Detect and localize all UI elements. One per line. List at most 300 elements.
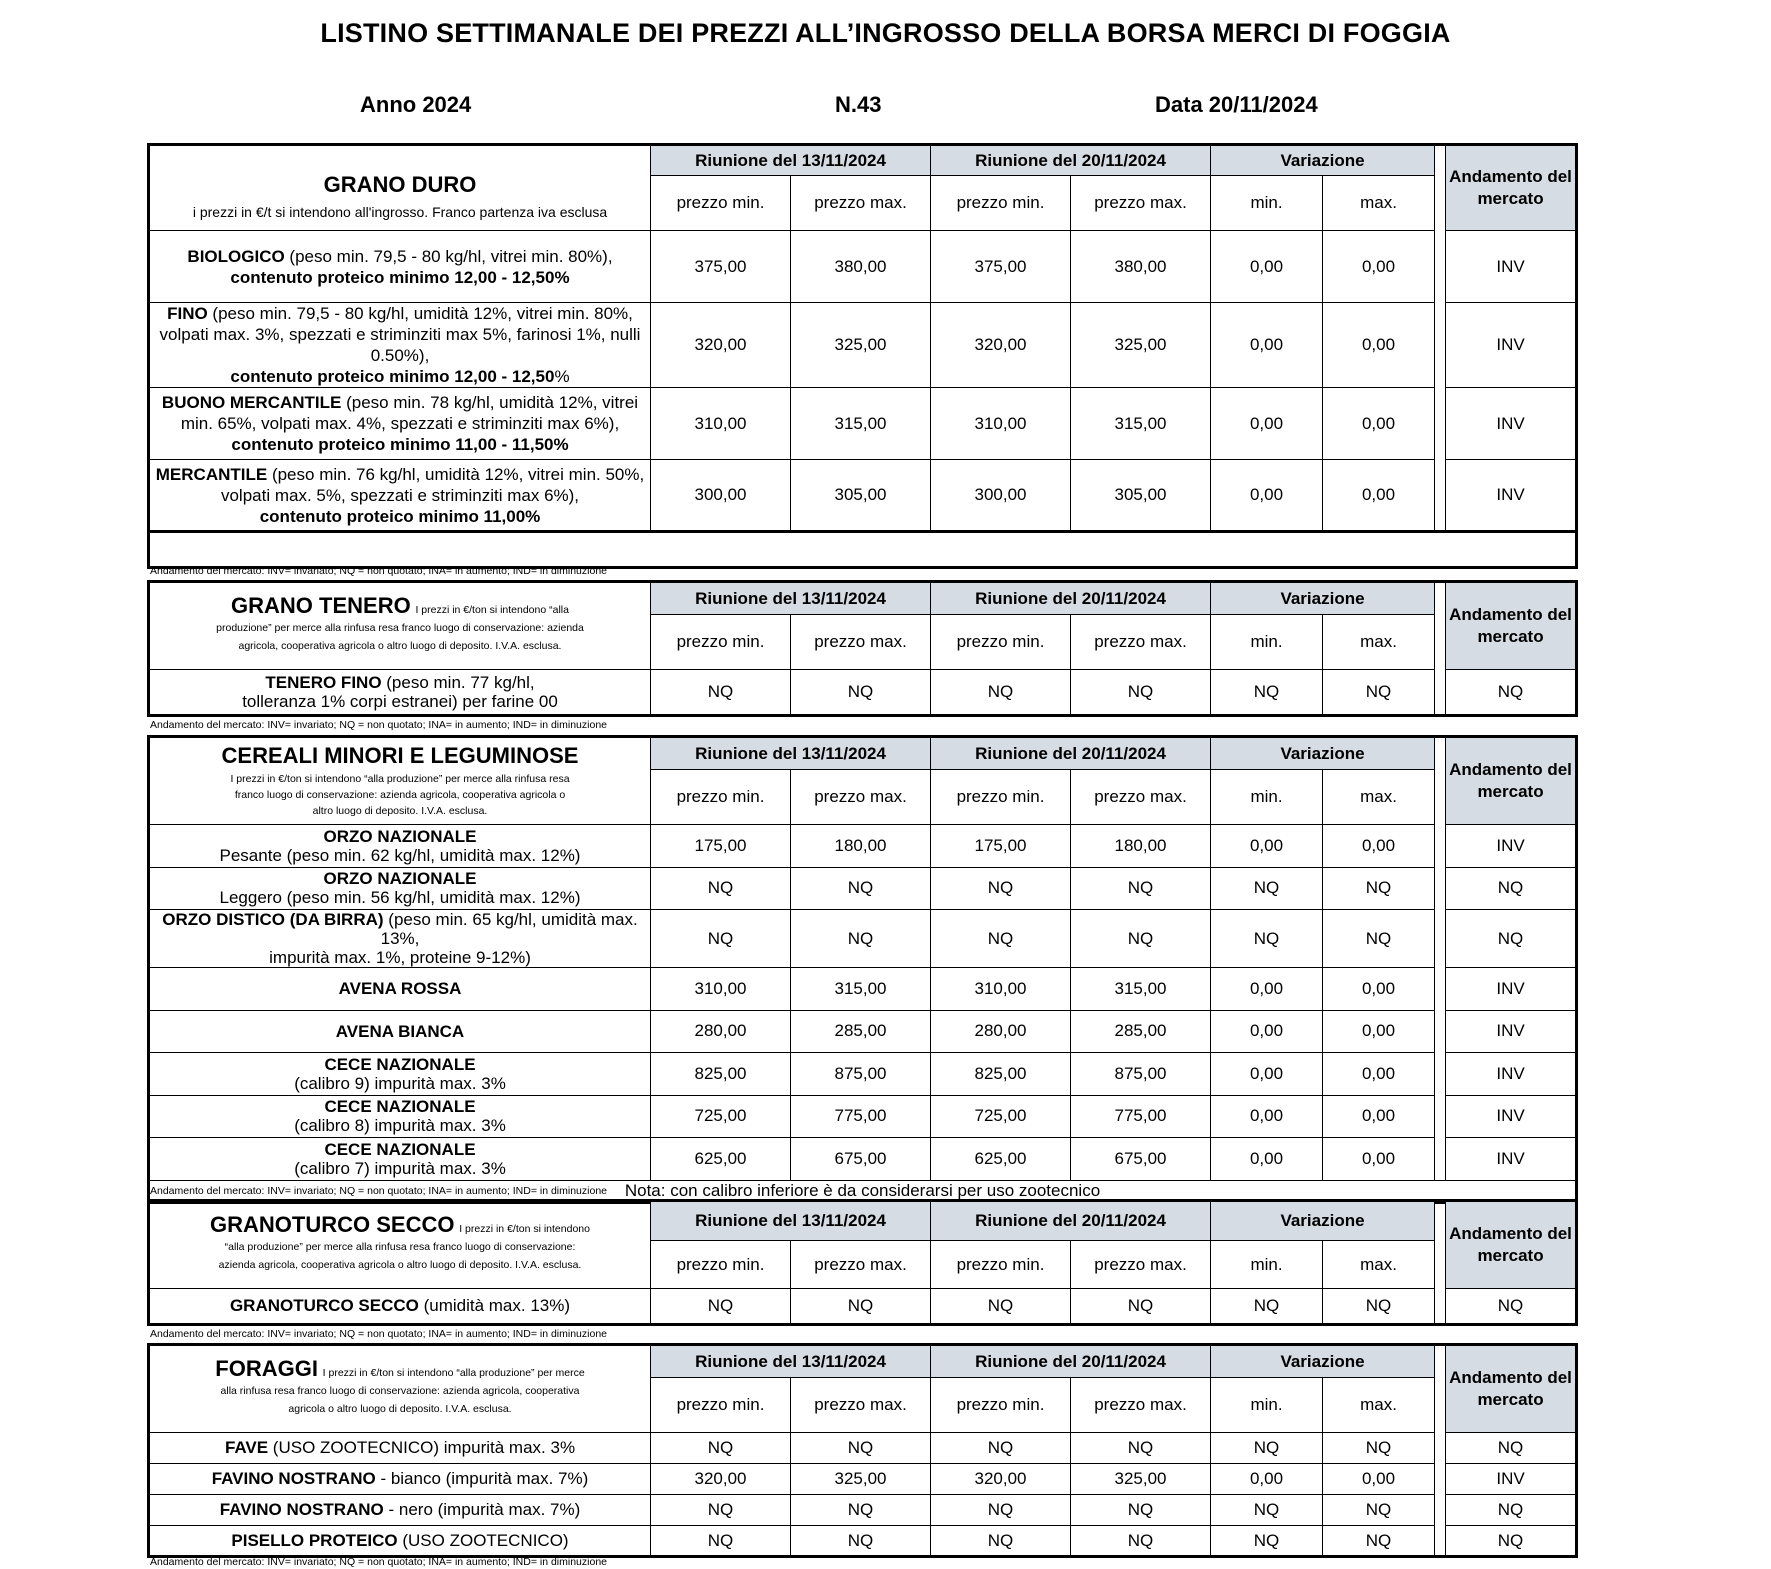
var-min-cell: 0,00 [1211, 1053, 1323, 1096]
gap-cell [1435, 1433, 1446, 1464]
product-cell [149, 670, 651, 716]
product-spec: - bianco (impurità max. 7%) [375, 1469, 589, 1488]
prev-max-cell: NQ [791, 1526, 931, 1557]
curr-min-cell: 320,00 [931, 303, 1071, 388]
prezzo-max-label: prezzo max. [791, 770, 931, 825]
gap-cell [1435, 1345, 1446, 1433]
prezzo-max-label: prezzo max. [1071, 1241, 1211, 1289]
curr-max-cell: NQ [1071, 1433, 1211, 1464]
table-row [149, 968, 1577, 1011]
foraggi-table [147, 1343, 1578, 1558]
prev-max-cell: 380,00 [791, 231, 931, 303]
section-title-cell [149, 582, 651, 670]
andamento-header: Andamento del mercato [1446, 1345, 1577, 1433]
product-name: FAVE [224, 1438, 269, 1457]
var-min-cell: 0,00 [1211, 825, 1323, 868]
var-max-cell: 0,00 [1323, 460, 1435, 532]
prev-min-cell: 625,00 [651, 1138, 791, 1181]
prezzo-max-label: prezzo max. [1071, 176, 1211, 231]
gap-cell [1435, 670, 1446, 716]
curr-max-cell: 875,00 [1071, 1053, 1211, 1096]
andamento-cell: NQ [1446, 1289, 1577, 1325]
product-protein: contenuto proteico minimo 11,00 - 11,50% [231, 435, 569, 454]
product-spec-2: tolleranza 1% corpi estranei) per farine 00 [242, 692, 558, 711]
andamento-cell: INV [1446, 1464, 1577, 1495]
var-max-cell: 0,00 [1323, 1095, 1435, 1138]
product-name: ORZO NAZIONALE [323, 869, 477, 889]
prev-max-cell: 325,00 [791, 1464, 931, 1495]
section-description: I prezzi in €/ton si intendono “alla produzione” per merce alla rinfusa resa franco luogo di conservazione: azienda agricola, cooperativa agricola o altro luogo di deposito. I.V.A. esclusa. [216, 604, 584, 652]
prezzo-min-label: prezzo min. [651, 615, 791, 670]
table-row [149, 1289, 1577, 1325]
product-cell [149, 1289, 651, 1325]
var-min-cell: 0,00 [1211, 1464, 1323, 1495]
prev-max-cell: 305,00 [791, 460, 931, 532]
gap-cell [1435, 737, 1446, 825]
andamento-cell: INV [1446, 1095, 1577, 1138]
table-row [149, 1095, 1577, 1138]
prev-min-cell: 375,00 [651, 231, 791, 303]
product-name: MERCANTILE [155, 464, 268, 484]
cereali-table [147, 735, 1578, 1204]
product-name: GRANOTURCO SECCO [229, 1296, 419, 1315]
product-cell [149, 1526, 651, 1557]
product-spec-2: (calibro 9) impurità max. 3% [294, 1073, 506, 1093]
var-max-cell: 0,00 [1323, 968, 1435, 1011]
curr-max-cell: 315,00 [1071, 388, 1211, 460]
andamento-cell: INV [1446, 303, 1577, 388]
curr-min-cell: NQ [931, 1289, 1071, 1325]
section-name: GRANO TENERO [231, 593, 411, 618]
curr-max-cell: NQ [1071, 1526, 1211, 1557]
product-cell [149, 1495, 651, 1526]
table-row [149, 825, 1577, 868]
table-row [149, 231, 1577, 303]
curr-max-cell: NQ [1071, 1495, 1211, 1526]
product-name: CECE NAZIONALE [324, 1054, 476, 1074]
legend-text: Andamento del mercato: INV= invariato; NQ = non quotato; INA= in aumento; IND= in diminuzione [150, 1185, 608, 1197]
var-min-cell: NQ [1211, 1289, 1323, 1325]
table-row [149, 1010, 1577, 1053]
andamento-cell: INV [1446, 460, 1577, 532]
table-row [149, 1138, 1577, 1181]
product-spec: (umidità max. 13%) [418, 1296, 571, 1315]
page-title: LISTINO SETTIMANALE DEI PREZZI ALL’INGROSSO DELLA BORSA MERCI DI FOGGIA [320, 18, 1451, 48]
curr-min-cell: 280,00 [931, 1010, 1071, 1053]
product-spec-2: % [554, 367, 570, 386]
curr-min-cell: 175,00 [931, 825, 1071, 868]
curr-max-cell: 380,00 [1071, 231, 1211, 303]
product-name: ORZO NAZIONALE [323, 826, 477, 846]
max-label: max. [1323, 770, 1435, 825]
min-label: min. [1211, 1241, 1323, 1289]
riunione-curr-header: Riunione del 20/11/2024 [931, 737, 1211, 770]
curr-max-cell: 305,00 [1071, 460, 1211, 532]
curr-min-cell: 320,00 [931, 1464, 1071, 1495]
gap-cell [1435, 582, 1446, 670]
prev-max-cell: 315,00 [791, 968, 931, 1011]
prezzo-max-label: prezzo max. [1071, 770, 1211, 825]
var-max-cell: NQ [1323, 1433, 1435, 1464]
product-cell [149, 1010, 651, 1053]
prezzo-min-label: prezzo min. [931, 770, 1071, 825]
product-spec-2: impurità max. 1%, proteine 9-12%) [269, 948, 531, 967]
prev-min-cell: NQ [651, 1433, 791, 1464]
prev-min-cell: 825,00 [651, 1053, 791, 1096]
prev-min-cell: 310,00 [651, 968, 791, 1011]
min-label: min. [1211, 176, 1323, 231]
prev-min-cell: 320,00 [651, 303, 791, 388]
andamento-cell: NQ [1446, 670, 1577, 716]
prev-min-cell: NQ [651, 867, 791, 910]
riunione-prev-header: Riunione del 13/11/2024 [651, 582, 931, 615]
var-min-cell: NQ [1211, 1433, 1323, 1464]
max-label: max. [1323, 176, 1435, 231]
note-text: Nota: con calibro inferiore è da considerarsi per uso zootecnico [149, 1180, 1577, 1202]
product-cell [149, 1433, 651, 1464]
section-title-cell [149, 1201, 651, 1289]
product-cell [149, 231, 651, 303]
product-spec: (peso min. 65 kg/hl, umidità max. 13%, [380, 910, 638, 948]
prev-max-cell: 775,00 [791, 1095, 931, 1138]
prev-max-cell: NQ [791, 1495, 931, 1526]
product-cell [149, 1053, 651, 1096]
gap-cell [1435, 145, 1446, 231]
min-label: min. [1211, 615, 1323, 670]
product-cell [149, 388, 651, 460]
table-row [149, 1053, 1577, 1096]
table-row [149, 670, 1577, 716]
legend-text: Andamento del mercato: INV= invariato; NQ = non quotato; INA= in aumento; IND= in diminuzione [150, 1556, 608, 1568]
prezzo-max-label: prezzo max. [791, 1241, 931, 1289]
var-max-cell: 0,00 [1323, 1138, 1435, 1181]
anno-label: Anno 2024 [360, 92, 472, 117]
product-spec: (peso min. 79,5 - 80 kg/hl, vitrei min. 80%), [284, 246, 613, 266]
product-cell [149, 1138, 651, 1181]
gap-cell [1435, 1201, 1446, 1289]
section-name: CEREALI MINORI E LEGUMINOSE [221, 743, 579, 768]
prev-min-cell: 175,00 [651, 825, 791, 868]
product-spec-2: Leggero (peso min. 56 kg/hl, umidità max. 12%) [219, 888, 581, 908]
prev-min-cell: NQ [651, 910, 791, 968]
var-min-cell: 0,00 [1211, 1010, 1323, 1053]
andamento-header: Andamento del mercato [1446, 1201, 1577, 1289]
max-label: max. [1323, 1241, 1435, 1289]
riunione-prev-header: Riunione del 13/11/2024 [651, 1345, 931, 1378]
curr-min-cell: 725,00 [931, 1095, 1071, 1138]
andamento-cell: INV [1446, 1053, 1577, 1096]
var-max-cell: NQ [1323, 1495, 1435, 1526]
andamento-cell: INV [1446, 1138, 1577, 1181]
variazione-header: Variazione [1211, 1201, 1435, 1241]
max-label: max. [1323, 615, 1435, 670]
product-spec-2: (calibro 8) impurità max. 3% [294, 1116, 506, 1136]
product-cell [149, 867, 651, 910]
curr-max-cell: 285,00 [1071, 1010, 1211, 1053]
product-name: CECE NAZIONALE [324, 1139, 476, 1159]
section-title-cell [149, 737, 651, 825]
var-max-cell: 0,00 [1323, 231, 1435, 303]
gap-cell [1435, 867, 1446, 910]
gap-cell [1435, 303, 1446, 388]
product-name: AVENA BIANCA [335, 1021, 465, 1041]
prezzo-min-label: prezzo min. [931, 615, 1071, 670]
product-spec-2: Pesante (peso min. 62 kg/hl, umidità max. 12%) [219, 845, 581, 865]
prezzo-min-label: prezzo min. [651, 176, 791, 231]
curr-max-cell: NQ [1071, 670, 1211, 716]
prezzo-min-label: prezzo min. [931, 1241, 1071, 1289]
product-cell [149, 1095, 651, 1138]
var-max-cell: 0,00 [1323, 1053, 1435, 1096]
var-max-cell: NQ [1323, 910, 1435, 968]
andamento-header: Andamento del mercato [1446, 737, 1577, 825]
min-label: min. [1211, 770, 1323, 825]
prev-max-cell: 180,00 [791, 825, 931, 868]
prev-max-cell: NQ [791, 910, 931, 968]
prezzo-min-label: prezzo min. [651, 770, 791, 825]
legend-text: Andamento del mercato: INV= invariato; NQ = non quotato; INA= in aumento; IND= in diminuzione [150, 719, 608, 731]
gap-cell [1435, 460, 1446, 532]
andamento-cell: INV [1446, 968, 1577, 1011]
var-max-cell: 0,00 [1323, 303, 1435, 388]
product-name: PISELLO PROTEICO [231, 1530, 398, 1550]
prezzo-min-label: prezzo min. [651, 1241, 791, 1289]
table-row [149, 460, 1577, 532]
product-protein: contenuto proteico minimo 11,00% [259, 506, 541, 526]
var-min-cell: NQ [1211, 1495, 1323, 1526]
table-row [149, 1526, 1577, 1557]
variazione-header: Variazione [1211, 582, 1435, 615]
product-spec: (USO ZOOTECNICO) [397, 1530, 569, 1550]
granoturco-table [147, 1199, 1578, 1326]
var-max-cell: NQ [1323, 670, 1435, 716]
var-max-cell: 0,00 [1323, 388, 1435, 460]
gap-cell [1435, 968, 1446, 1011]
product-spec: (peso min. 78 kg/hl, umidità 12%, vitrei min. 65%, volpati max. 4%, spezzati e striminziti max 6%), [180, 393, 639, 433]
section-name: GRANOTURCO SECCO [210, 1212, 455, 1237]
variazione-header: Variazione [1211, 145, 1435, 176]
product-name: AVENA ROSSA [338, 979, 462, 999]
riunione-curr-header: Riunione del 20/11/2024 [931, 582, 1211, 615]
andamento-cell: INV [1446, 825, 1577, 868]
product-name: BIOLOGICO [187, 246, 285, 266]
var-min-cell: 0,00 [1211, 1138, 1323, 1181]
var-max-cell: NQ [1323, 867, 1435, 910]
gap-cell [1435, 1464, 1446, 1495]
riunione-prev-header: Riunione del 13/11/2024 [651, 145, 931, 176]
table-row [149, 867, 1577, 910]
prezzo-min-label: prezzo min. [931, 176, 1071, 231]
andamento-cell: NQ [1446, 1526, 1577, 1557]
gap-cell [1435, 1053, 1446, 1096]
product-spec: (peso min. 77 kg/hl, [381, 673, 535, 692]
prev-min-cell: 320,00 [651, 1464, 791, 1495]
curr-min-cell: NQ [931, 910, 1071, 968]
gap-cell [1435, 1289, 1446, 1325]
legend-text: Andamento del mercato: INV= invariato; NQ = non quotato; INA= in aumento; IND= in diminuzione [150, 565, 608, 577]
riunione-curr-header: Riunione del 20/11/2024 [931, 1201, 1211, 1241]
product-spec-2: (calibro 7) impurità max. 3% [294, 1158, 506, 1178]
prezzo-max-label: prezzo max. [1071, 615, 1211, 670]
curr-max-cell: NQ [1071, 867, 1211, 910]
var-max-cell: 0,00 [1323, 1010, 1435, 1053]
data-label: Data 20/11/2024 [1155, 92, 1318, 117]
var-min-cell: NQ [1211, 1526, 1323, 1557]
andamento-cell: NQ [1446, 1495, 1577, 1526]
prezzo-min-label: prezzo min. [931, 1378, 1071, 1433]
prev-min-cell: NQ [651, 670, 791, 716]
section-description: I prezzi in €/ton si intendono “alla produzione” per merce alla rinfusa resa franco luogo di conservazione: azienda agricola, cooperativa agricola o altro luogo di deposito. I.V.A. esclusa. [220, 1367, 585, 1415]
grano-tenero-table [147, 580, 1578, 717]
prezzo-max-label: prezzo max. [791, 615, 931, 670]
var-min-cell: 0,00 [1211, 1095, 1323, 1138]
product-name: ORZO DISTICO (DA BIRRA) [162, 910, 384, 929]
curr-min-cell: 300,00 [931, 460, 1071, 532]
prezzo-max-label: prezzo max. [1071, 1378, 1211, 1433]
prev-max-cell: NQ [791, 867, 931, 910]
gap-cell [1435, 1095, 1446, 1138]
riunione-prev-header: Riunione del 13/11/2024 [651, 737, 931, 770]
curr-max-cell: 775,00 [1071, 1095, 1211, 1138]
product-name: CECE NAZIONALE [324, 1097, 476, 1117]
curr-min-cell: NQ [931, 670, 1071, 716]
table-row [149, 1464, 1577, 1495]
prev-min-cell: NQ [651, 1289, 791, 1325]
gap-cell [1435, 1138, 1446, 1181]
riunione-curr-header: Riunione del 20/11/2024 [931, 145, 1211, 176]
table-row [149, 1495, 1577, 1526]
gap-cell [1435, 825, 1446, 868]
andamento-cell: NQ [1446, 910, 1577, 968]
product-cell [149, 968, 651, 1011]
legend-text: Andamento del mercato: INV= invariato; NQ = non quotato; INA= in aumento; IND= in diminuzione [150, 1328, 608, 1340]
prev-min-cell: 725,00 [651, 1095, 791, 1138]
section-name: FORAGGI [215, 1356, 318, 1381]
prev-max-cell: 325,00 [791, 303, 931, 388]
section-description: I prezzi in €/ton si intendono “alla produzione” per merce alla rinfusa resa franco luogo di conservazione: azienda agricola, cooperativa agricola o altro luogo di deposito. I.V.A. esclusa. [218, 1223, 590, 1271]
product-protein: contenuto proteico minimo 12,00 - 12,50% [230, 267, 570, 287]
curr-max-cell: 675,00 [1071, 1138, 1211, 1181]
product-name: FINO [167, 304, 208, 323]
product-name: TENERO FINO [265, 673, 382, 692]
product-cell [149, 825, 651, 868]
product-cell [149, 1464, 651, 1495]
prev-min-cell: 280,00 [651, 1010, 791, 1053]
andamento-cell: INV [1446, 388, 1577, 460]
gap-cell [1435, 231, 1446, 303]
andamento-cell: NQ [1446, 1433, 1577, 1464]
prev-max-cell: 675,00 [791, 1138, 931, 1181]
section-title-cell [149, 145, 651, 231]
product-spec: (peso min. 79,5 - 80 kg/hl, umidità 12%, vitrei min. 80%, volpati max. 3%, spezzati e striminziti max 5%, farinosi 1%, nulli 0.50%), [159, 304, 641, 365]
gap-cell [1435, 1526, 1446, 1557]
gap-cell [1435, 910, 1446, 968]
section-title-cell [149, 1345, 651, 1433]
var-max-cell: 0,00 [1323, 825, 1435, 868]
prev-min-cell: 300,00 [651, 460, 791, 532]
curr-max-cell: NQ [1071, 1289, 1211, 1325]
product-name: FAVINO NOSTRANO [219, 1500, 384, 1519]
product-cell [149, 460, 651, 532]
curr-min-cell: NQ [931, 1526, 1071, 1557]
variazione-header: Variazione [1211, 1345, 1435, 1378]
curr-max-cell: 180,00 [1071, 825, 1211, 868]
prev-min-cell: 310,00 [651, 388, 791, 460]
var-min-cell: 0,00 [1211, 231, 1323, 303]
var-min-cell: 0,00 [1211, 388, 1323, 460]
product-spec: (peso min. 76 kg/hl, umidità 12%, vitrei min. 50%, volpati max. 5%, spezzati e striminziti max 6%), [220, 464, 645, 505]
table-row [149, 1433, 1577, 1464]
curr-min-cell: 310,00 [931, 968, 1071, 1011]
prev-max-cell: NQ [791, 670, 931, 716]
section-name: GRANO DURO [323, 172, 477, 197]
andamento-cell: INV [1446, 1010, 1577, 1053]
andamento-header: Andamento del mercato [1446, 582, 1577, 670]
var-min-cell: NQ [1211, 910, 1323, 968]
curr-min-cell: 310,00 [931, 388, 1071, 460]
andamento-cell: INV [1446, 231, 1577, 303]
curr-min-cell: NQ [931, 867, 1071, 910]
prev-min-cell: NQ [651, 1495, 791, 1526]
var-max-cell: NQ [1323, 1289, 1435, 1325]
numero-label: N.43 [835, 92, 882, 117]
min-label: min. [1211, 1378, 1323, 1433]
var-min-cell: 0,00 [1211, 303, 1323, 388]
prezzo-max-label: prezzo max. [791, 1378, 931, 1433]
curr-max-cell: 315,00 [1071, 968, 1211, 1011]
section-description: i prezzi in €/t si intendono all'ingrosso. Franco partenza iva esclusa [192, 204, 608, 220]
prev-max-cell: 315,00 [791, 388, 931, 460]
prev-min-cell: NQ [651, 1526, 791, 1557]
table-row [149, 303, 1577, 388]
product-spec: (USO ZOOTECNICO) impurità max. 3% [268, 1438, 576, 1457]
product-spec: - nero (impurità max. 7%) [383, 1500, 581, 1519]
grano-duro-table [147, 143, 1578, 569]
riunione-prev-header: Riunione del 13/11/2024 [651, 1201, 931, 1241]
variazione-header: Variazione [1211, 737, 1435, 770]
empty-row [149, 532, 1577, 568]
riunione-curr-header: Riunione del 20/11/2024 [931, 1345, 1211, 1378]
prev-max-cell: 285,00 [791, 1010, 931, 1053]
var-min-cell: 0,00 [1211, 968, 1323, 1011]
product-cell [149, 910, 651, 968]
var-max-cell: NQ [1323, 1526, 1435, 1557]
max-label: max. [1323, 1378, 1435, 1433]
curr-min-cell: NQ [931, 1433, 1071, 1464]
product-name: BUONO MERCANTILE [161, 393, 342, 412]
gap-cell [1435, 1010, 1446, 1053]
gap-cell [1435, 1495, 1446, 1526]
product-name: FAVINO NOSTRANO [211, 1469, 376, 1488]
curr-max-cell: NQ [1071, 910, 1211, 968]
curr-min-cell: NQ [931, 1495, 1071, 1526]
andamento-header: Andamento del mercato [1446, 145, 1577, 231]
prev-max-cell: NQ [791, 1433, 931, 1464]
curr-min-cell: 625,00 [931, 1138, 1071, 1181]
prezzo-max-label: prezzo max. [791, 176, 931, 231]
var-min-cell: NQ [1211, 670, 1323, 716]
var-max-cell: 0,00 [1323, 1464, 1435, 1495]
prev-max-cell: NQ [791, 1289, 931, 1325]
curr-min-cell: 375,00 [931, 231, 1071, 303]
var-min-cell: NQ [1211, 867, 1323, 910]
table-row [149, 910, 1577, 968]
product-cell [149, 303, 651, 388]
curr-max-cell: 325,00 [1071, 1464, 1211, 1495]
prev-max-cell: 875,00 [791, 1053, 931, 1096]
product-protein: contenuto proteico minimo 12,00 - 12,50 [230, 367, 555, 386]
curr-max-cell: 325,00 [1071, 303, 1211, 388]
